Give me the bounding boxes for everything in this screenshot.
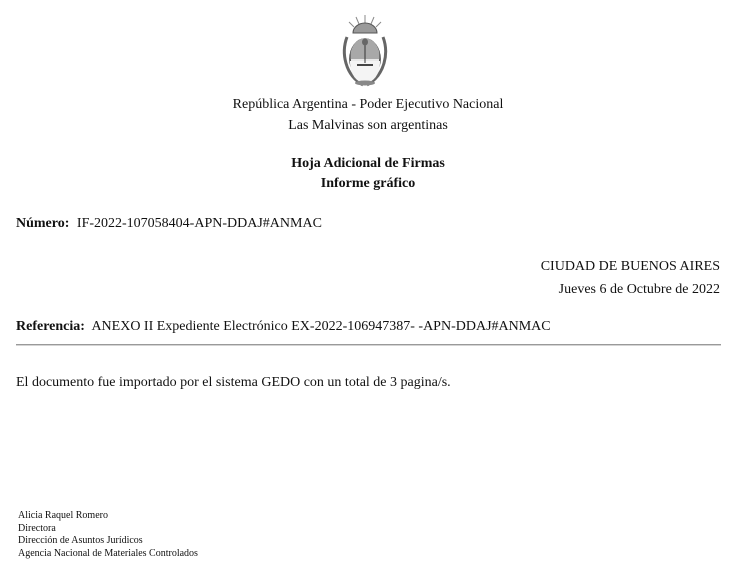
signer-agency: Agencia Nacional de Materiales Controlados	[18, 547, 198, 559]
referencia-value: ANEXO II Expediente Electrónico EX-2022-106947387- -APN-DDAJ#ANMAC	[91, 319, 551, 334]
doc-subtitle: Informe gráfico	[320, 176, 416, 191]
header-line-malvinas: Las Malvinas son argentinas	[288, 118, 448, 133]
signer-department: Dirección de Asuntos Jurídicos	[18, 535, 143, 546]
numero-value: IF-2022-107058404-APN-DDAJ#ANMAC	[76, 216, 322, 231]
place-text: CIUDAD DE BUENOS AIRES	[540, 259, 720, 274]
signature-block	[18, 510, 198, 560]
signer-role: Directora	[18, 522, 56, 534]
header-line-republic: República Argentina - Poder Ejecutivo Nacional	[232, 97, 504, 112]
signer-name: Alicia Raquel Romero	[18, 510, 108, 521]
separator-rule	[16, 344, 721, 346]
body-text: El documento fue importado por el sistema GEDO con un total de 3 pagina/s.	[16, 375, 451, 390]
date-text: Jueves 6 de Octubre de 2022	[558, 282, 720, 297]
coat-of-arms-emblem	[339, 13, 391, 89]
doc-title: Hoja Adicional de Firmas	[291, 156, 445, 171]
numero-label: Número:	[16, 216, 70, 231]
referencia-row	[16, 319, 551, 335]
referencia-label: Referencia:	[16, 319, 85, 334]
numero-row	[16, 216, 322, 232]
